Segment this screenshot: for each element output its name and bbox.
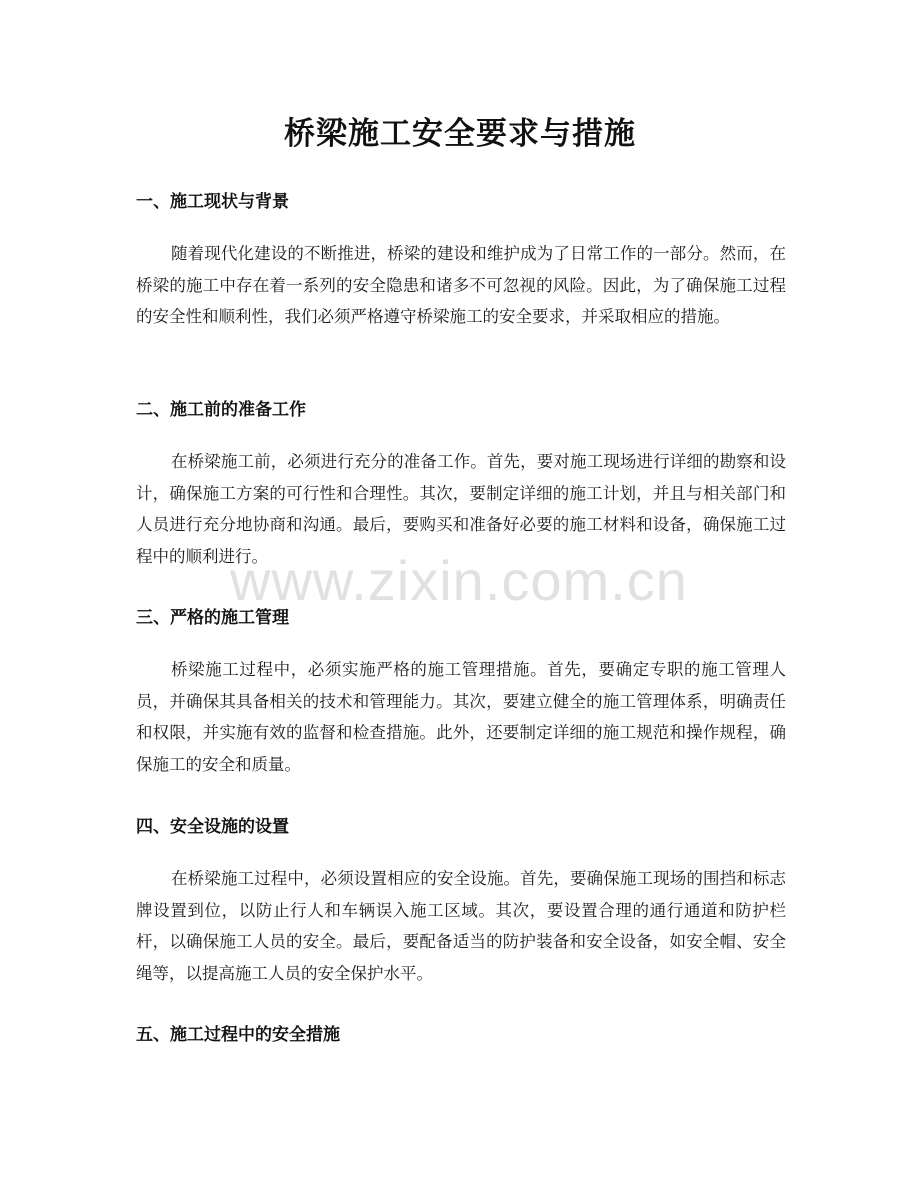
section-2 <box>136 398 786 572</box>
section-5 <box>136 1023 786 1047</box>
section-3 <box>136 606 786 780</box>
section-heading: 三、严格的施工管理 <box>136 608 289 628</box>
section-paragraph: 桥梁施工过程中，必须实施严格的施工管理措施。首先，要确定专职的施工管理人员，并确保其具备相关的技术和管理能力。其次，要建立健全的施工管理体系，明确责任和权限，并实施有效的监督和检查措施。此外，还要制定详细的施工规范和操作规程，确保施工的安全和质量。 <box>136 660 786 774</box>
section-4 <box>136 815 786 989</box>
section-heading: 二、施工前的准备工作 <box>136 400 306 420</box>
section-paragraph: 在桥梁施工过程中，必须设置相应的安全设施。首先，要确保施工现场的围挡和标志牌设置到位，以防止行人和车辆误入施工区域。其次，要设置合理的通行通道和防护栏杆，以确保施工人员的安全。最后，要配备适当的防护装备和安全设备，如安全帽、安全绳等，以提高施工人员的安全保护水平。 <box>136 869 786 983</box>
section-heading: 五、施工过程中的安全措施 <box>136 1025 340 1045</box>
section-paragraph: 随着现代化建设的不断推进，桥梁的建设和维护成为了日常工作的一部分。然而，在桥梁的施工中存在着一系列的安全隐患和诸多不可忽视的风险。因此，为了确保施工过程的安全性和顺利性，我们必须严格遵守桥梁施工的安全要求，并采取相应的措施。 <box>136 244 786 326</box>
section-heading: 一、施工现状与背景 <box>136 192 289 212</box>
watermark: www.zixin.com.cn <box>230 549 688 612</box>
section-paragraph: 在桥梁施工前，必须进行充分的准备工作。首先，要对施工现场进行详细的勘察和设计，确保施工方案的可行性和合理性。其次，要制定详细的施工计划，并且与相关部门和人员进行充分地协商和沟通。最后，要购买和准备好必要的施工材料和设备，确保施工过程中的顺利进行。 <box>136 452 786 566</box>
section-1 <box>136 190 786 333</box>
section-heading: 四、安全设施的设置 <box>136 817 289 837</box>
document-title: 桥梁施工安全要求与措施 <box>284 116 636 152</box>
